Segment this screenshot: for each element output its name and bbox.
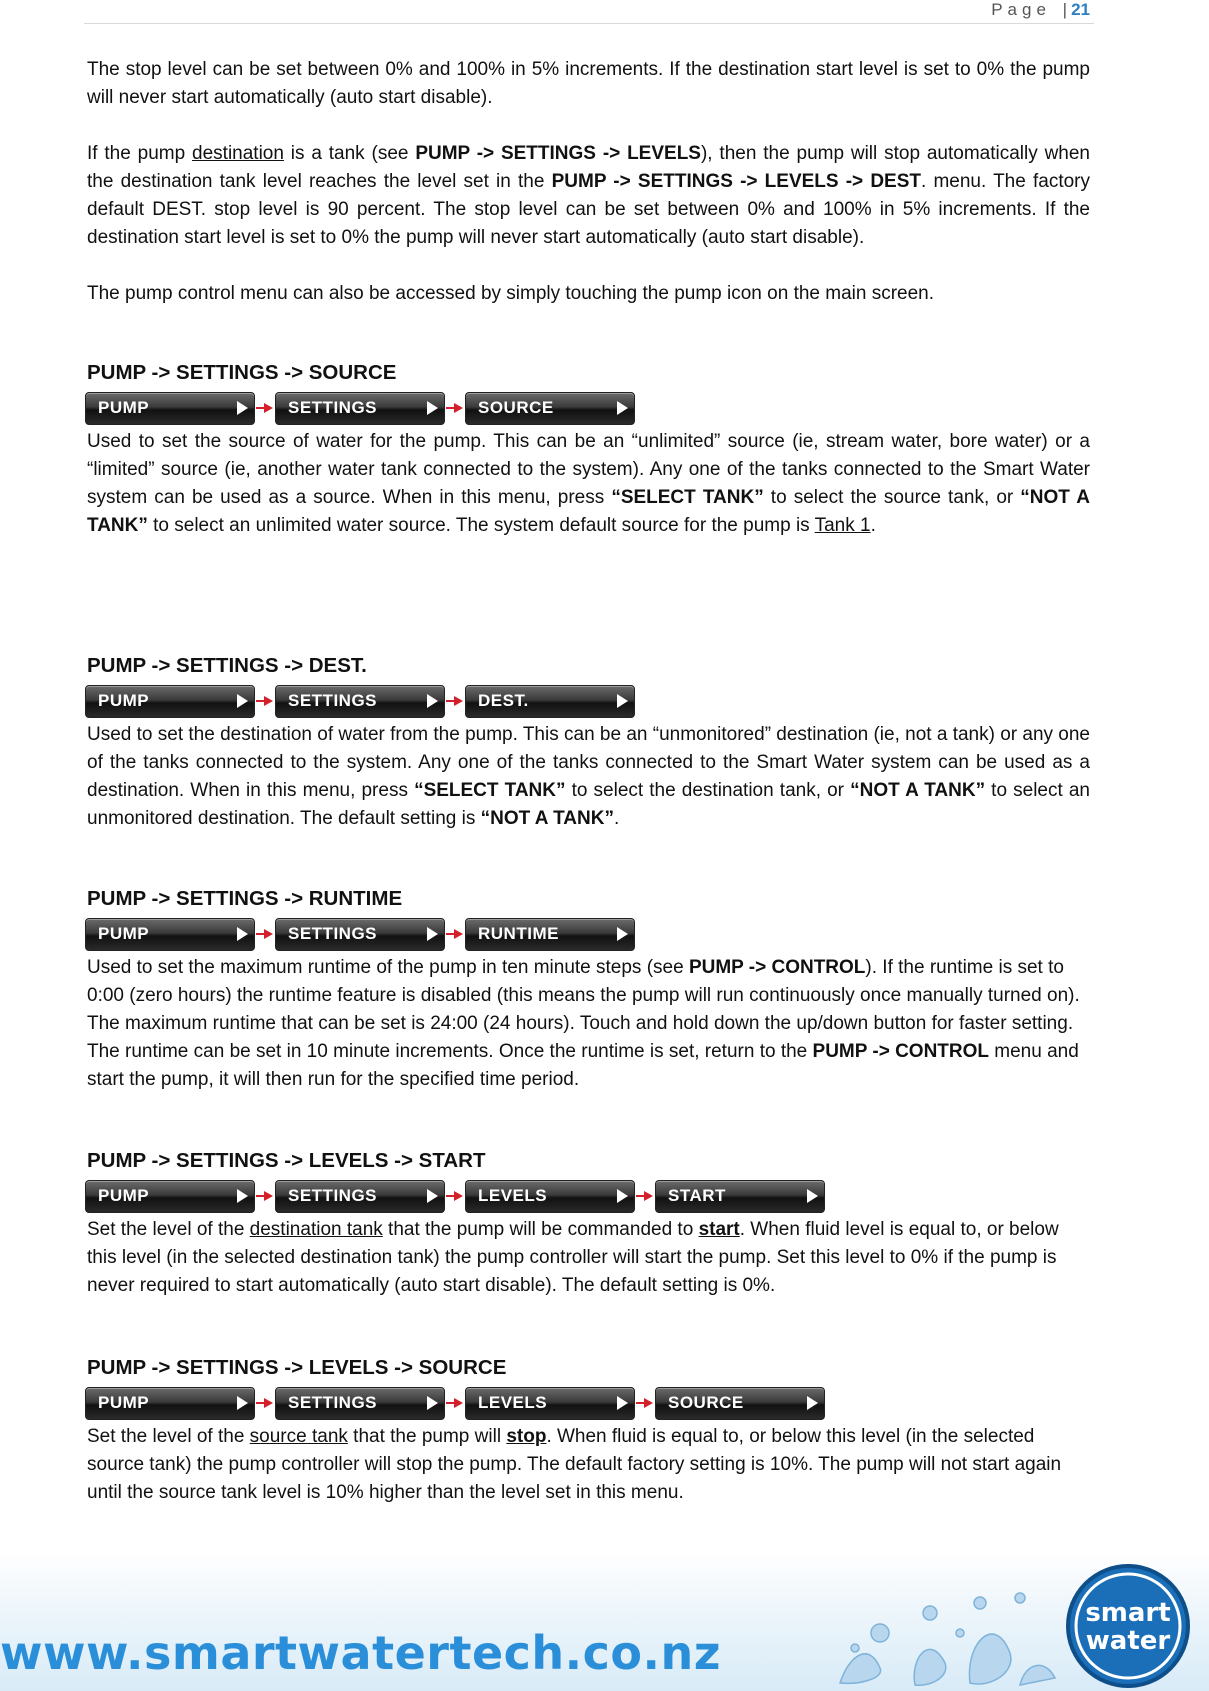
menu-button-levels[interactable]: [465, 1180, 635, 1213]
play-arrow-icon: [237, 694, 248, 708]
menu-button-dest[interactable]: [465, 685, 635, 718]
red-arrow-icon: [255, 695, 275, 707]
source-tank-link[interactable]: source tank: [249, 1426, 348, 1447]
section-heading: PUMP -> SETTINGS -> LEVELS -> SOURCE: [87, 1356, 507, 1379]
menu-button-label: START: [668, 1186, 726, 1205]
red-arrow-icon: [445, 402, 465, 414]
bold-run: “SELECT TANK”: [414, 780, 566, 801]
play-arrow-icon: [807, 1396, 818, 1410]
menu-button-levels[interactable]: [465, 1387, 635, 1420]
menu-button-label: SETTINGS: [288, 1186, 378, 1205]
menu-button-label: PUMP: [98, 924, 150, 943]
play-arrow-icon: [427, 694, 438, 708]
text-run: to select the destination tank, or: [565, 780, 851, 801]
text-run: menu and start the pump, it will then run for the specified time period.: [87, 1041, 1079, 1090]
section-body: [87, 1216, 1090, 1300]
text-run: that the pump will be commanded to: [382, 1219, 699, 1240]
play-arrow-icon: [237, 1189, 248, 1203]
menu-button-pump[interactable]: [85, 392, 255, 425]
menu-button-label: SOURCE: [668, 1393, 744, 1412]
menu-path: [85, 916, 1090, 952]
red-arrow-icon: [445, 695, 465, 707]
smart-water-logo: [1063, 1561, 1193, 1691]
section-heading: PUMP -> SETTINGS -> SOURCE: [87, 361, 397, 384]
intro-content: [87, 56, 1090, 308]
bold-run: “NOT A TANK”: [480, 808, 614, 829]
menu-button-label: PUMP: [98, 398, 150, 417]
bold-run: start: [698, 1219, 740, 1240]
page-footer: [0, 1553, 1209, 1691]
logo-text-smart: smart: [1085, 1598, 1171, 1628]
section-pump-settings-runtime: [87, 886, 1090, 1094]
menu-button-pump[interactable]: [85, 918, 255, 951]
text-run: Used to set the source of water for the pump. This can be an “unlimited” source (ie, stream water, bore water) or a “limited” source (ie, another water tank connected to the system). Any one of the tanks connected to the Smart Water system can be used as a source. When in this menu, press: [87, 431, 1090, 508]
red-arrow-icon: [445, 1397, 465, 1409]
page-number-value: 21: [1071, 0, 1090, 19]
destination-tank-link[interactable]: destination tank: [249, 1219, 383, 1240]
menu-button-label: PUMP: [98, 1186, 150, 1205]
water-splash-icon: [820, 1573, 1070, 1691]
destination-link[interactable]: destination: [192, 143, 284, 164]
play-arrow-icon: [427, 401, 438, 415]
section-body: [87, 954, 1090, 1094]
section-body: [87, 721, 1090, 833]
intro-paragraph-3: The pump control menu can also be accessed by simply touching the pump icon on the main screen.: [87, 283, 935, 304]
play-arrow-icon: [617, 694, 628, 708]
play-arrow-icon: [617, 927, 628, 941]
text-run: to select the source tank, or: [763, 487, 1021, 508]
text-run: ). If the runtime is set to 0:00 (zero hours) the runtime feature is disabled (this means the pump will run continuously once manually turned on). The maximum runtime that can be set is 24:00 (24 hours). Touch and hold down the up/down button for faster setting. The runtime can be set in 10 minute increments. Once the runtime is set, return to the: [87, 957, 1080, 1062]
section-body: [87, 1423, 1090, 1507]
section-pump-settings-dest: [87, 653, 1090, 833]
bold-run: PUMP -> SETTINGS -> LEVELS: [415, 143, 701, 164]
menu-button-label: DEST.: [478, 691, 529, 710]
bold-run: PUMP -> CONTROL: [812, 1041, 989, 1062]
section-heading: PUMP -> SETTINGS -> LEVELS -> START: [87, 1149, 486, 1172]
text-run: Used to set the maximum runtime of the pump in ten minute steps (see: [87, 957, 689, 978]
red-arrow-icon: [255, 1190, 275, 1202]
menu-button-label: LEVELS: [478, 1393, 548, 1412]
menu-button-settings[interactable]: [275, 392, 445, 425]
intro-paragraph-1: The stop level can be set between 0% and 100% in 5% increments. If the destination start level is set to 0% the pump will never start automatically (auto start disable).: [87, 59, 1090, 108]
menu-button-label: SETTINGS: [288, 924, 378, 943]
play-arrow-icon: [237, 927, 248, 941]
play-arrow-icon: [427, 927, 438, 941]
section-body: [87, 428, 1090, 540]
page-word: Page: [991, 0, 1051, 19]
menu-button-label: SETTINGS: [288, 1393, 378, 1412]
menu-path: [85, 1385, 1090, 1421]
bold-run: PUMP -> CONTROL: [688, 957, 866, 978]
section-heading: PUMP -> SETTINGS -> RUNTIME: [87, 887, 403, 910]
text-run: to select an unlimited water source. The system default source for the pump is: [147, 515, 815, 536]
menu-path: [85, 683, 1090, 719]
menu-button-pump[interactable]: [85, 1387, 255, 1420]
section-heading: PUMP -> SETTINGS -> DEST.: [87, 654, 367, 677]
text-run: Used to set the destination of water from the pump. This can be an “unmonitored” destination (ie, not a tank) or any one of the tanks connected to the system. Any one of the tanks connected to the Smart Water system can be used as a destination. When in this menu, press: [87, 724, 1090, 801]
section-pump-settings-levels-source: [87, 1355, 1090, 1507]
text-run: If the pump: [87, 143, 193, 164]
text-run: .: [870, 515, 876, 536]
play-arrow-icon: [617, 401, 628, 415]
play-arrow-icon: [427, 1396, 438, 1410]
red-arrow-icon: [445, 1190, 465, 1202]
tank-1-link[interactable]: Tank 1: [814, 515, 871, 536]
menu-button-label: PUMP: [98, 691, 150, 710]
menu-button-label: SOURCE: [478, 398, 554, 417]
menu-path: [85, 390, 1090, 426]
bold-run: “SELECT TANK”: [611, 487, 764, 508]
page-header: [84, 0, 1094, 24]
red-arrow-icon: [635, 1397, 655, 1409]
website-url[interactable]: www.smartwatertech.co.nz: [0, 1626, 722, 1680]
text-run: is a tank (see: [283, 143, 416, 164]
menu-button-settings[interactable]: [275, 1180, 445, 1213]
menu-button-pump[interactable]: [85, 1180, 255, 1213]
section-pump-settings-levels-start: [87, 1148, 1090, 1300]
menu-button-pump[interactable]: [85, 685, 255, 718]
red-arrow-icon: [255, 928, 275, 940]
menu-button-settings[interactable]: [275, 1387, 445, 1420]
text-run: . When fluid level is equal to, or below this level (in the selected destination tank) the pump controller will start the pump. Set this level to 0% if the pump is never required to start automatically (auto start disable). The default setting is 0%.: [87, 1219, 1059, 1296]
menu-button-source[interactable]: [465, 392, 635, 425]
text-run: ), then the pump will stop automatically when the destination tank level reaches the level set in the: [87, 143, 1090, 192]
play-arrow-icon: [807, 1189, 818, 1203]
bold-run: “NOT A TANK”: [87, 487, 1090, 536]
menu-button-label: PUMP: [98, 1393, 150, 1412]
menu-button-settings[interactable]: [275, 685, 445, 718]
menu-button-start[interactable]: [655, 1180, 825, 1213]
text-run: that the pump will: [347, 1426, 507, 1447]
text-run: . When fluid is equal to, or below this level (in the selected source tank) the pump controller will stop the pump. The default factory setting is 10%. The pump will not start again until the source tank level is 10% higher than the level set in this menu.: [87, 1426, 1062, 1503]
menu-button-label: LEVELS: [478, 1186, 548, 1205]
play-arrow-icon: [237, 1396, 248, 1410]
text-run: . menu. The factory default DEST. stop level is 90 percent. The stop level can be set between 0% and 100% in 5% increments. If the destination start level is set to 0% the pump will never start automatically (auto start disable).: [87, 171, 1090, 248]
menu-button-runtime[interactable]: [465, 918, 635, 951]
menu-button-label: RUNTIME: [478, 924, 559, 943]
page-separator: |: [1062, 0, 1068, 19]
play-arrow-icon: [617, 1396, 628, 1410]
section-pump-settings-source: [87, 360, 1090, 540]
play-arrow-icon: [617, 1189, 628, 1203]
intro-paragraph-2: [87, 140, 1090, 252]
logo-text-water: water: [1085, 1626, 1171, 1656]
bold-run: PUMP -> SETTINGS -> LEVELS -> DEST: [551, 171, 921, 192]
page-number: [991, 0, 1090, 20]
text-run: to select an unmonitored destination. The default setting is: [87, 780, 1090, 829]
text-run: Set the level of the: [87, 1426, 250, 1447]
red-arrow-icon: [445, 928, 465, 940]
bold-run: stop: [506, 1426, 547, 1447]
red-arrow-icon: [255, 402, 275, 414]
menu-button-settings[interactable]: [275, 918, 445, 951]
text-run: .: [613, 808, 620, 829]
bold-run: “NOT A TANK”: [850, 780, 986, 801]
play-arrow-icon: [427, 1189, 438, 1203]
menu-button-source[interactable]: [655, 1387, 825, 1420]
menu-button-label: SETTINGS: [288, 398, 378, 417]
menu-button-label: SETTINGS: [288, 691, 378, 710]
play-arrow-icon: [237, 401, 248, 415]
red-arrow-icon: [635, 1190, 655, 1202]
red-arrow-icon: [255, 1397, 275, 1409]
text-run: Set the level of the: [87, 1219, 250, 1240]
menu-path: [85, 1178, 1090, 1214]
